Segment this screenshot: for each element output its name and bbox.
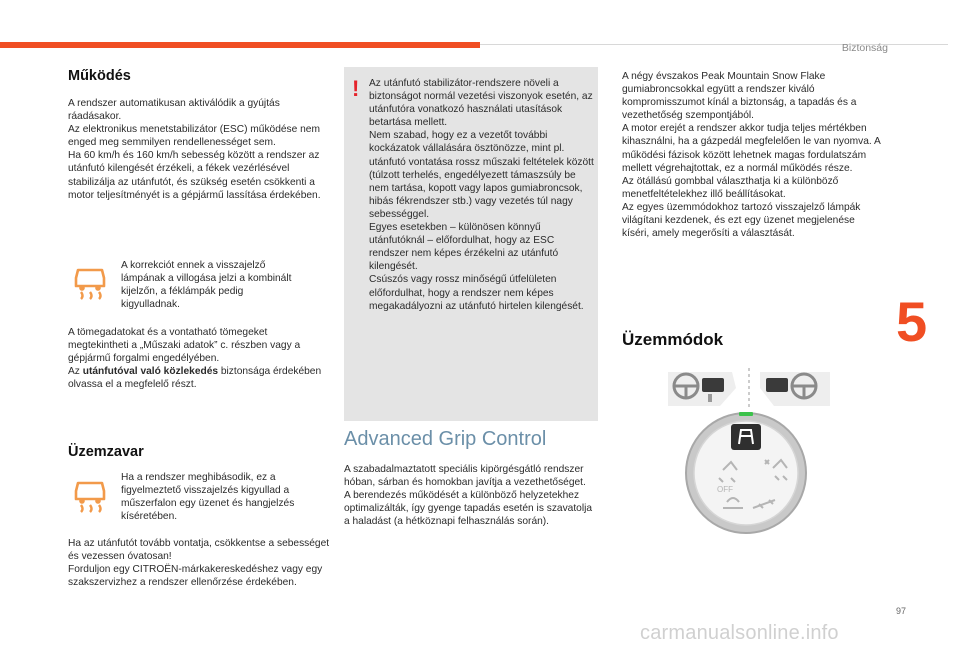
grip-control-dial-icon xyxy=(683,410,809,536)
col1-para1-line: A rendszer automatikusan aktiválódik a gyújtás ráadásakor. xyxy=(68,98,280,123)
col3-line: Az egyes üzemmódokhoz tartozó visszajelző lámpák világítani kezdenek, és ezt egy üzenet megjelenése kíséri, amely megerősíti a választását. xyxy=(622,201,861,240)
icon-text-failure: Ha a rendszer meghibásodik, ez a figyelmeztető visszajelzés kigyullad a műszerfalon egy üzenet és hangjelzés kíséretében. xyxy=(121,472,295,523)
warning-line: Az utánfutó stabilizátor-rendszere növeli a biztonságot normál vezetési viszonyok esetén, az utánfutóra vonatkozó használati utasítások betartása mellett. xyxy=(369,78,593,129)
col3-text xyxy=(622,70,884,240)
chapter-number: 5 xyxy=(896,290,928,353)
heading-advanced-grip-control: Advanced Grip Control xyxy=(344,428,547,450)
col1-para1-line: Ha 60 km/h és 160 km/h sebesség között a rendszer az utánfutó kilengését érzékeli, a fékek vezérlésével stabilizálja az utánfutót, és szükség esetén csökkenti a motor teljesítményét is a gépjármű lassítása érdekében. xyxy=(68,150,321,201)
warning-line: Nem szabad, hogy ez a vezetőt további kockázatok vállalására ösztönözze, mint pl. utánfutó vontatása rossz műszaki feltételek között (túlzott terhelés, engedélyezett támaszsúly be nem tartása, kopott vagy lapos gumiabroncsok, hibás fékrendszer stb.) vagy vezetés túl nagy sebességgel. xyxy=(369,130,594,220)
watermark: carmanualsonline.info xyxy=(640,622,839,644)
heading-uzemmodok: Üzemmódok xyxy=(622,330,724,349)
para2-suffix: biztonsága érdekében olvassa el a megfelelő részt. xyxy=(68,366,322,391)
col1-para1-line: Az elektronikus menetstabilizátor (ESC) működése nem enged meg semmilyen rendellenességet sem. xyxy=(68,124,320,149)
advanced-line: A berendezés működését a különböző helyzetekhez optimalizálták, így gyenge tapadás esetén is szavatolja a haladást (a hétköznapi felhasználás során). xyxy=(344,490,593,528)
advanced-grip-text xyxy=(344,463,596,528)
para2-prefix: Az xyxy=(68,366,83,378)
icon-text-correction: A korrekciót ennek a visszajelző lámpának a villogása jelzi a kombinált kijelzőn, a féklámpák pedig kigyulladnak. xyxy=(121,260,292,311)
page-number: 97 xyxy=(896,606,907,616)
col1-para3-line: Ha az utánfutót tovább vontatja, csökkentse a sebességet és vezessen óvatosan! xyxy=(68,538,330,563)
steering-wheel-icon xyxy=(664,366,834,410)
section-title: Biztonság xyxy=(841,42,888,54)
header-accent-bar xyxy=(0,42,480,48)
para2-bold: utánfutóval való közlekedés xyxy=(82,366,219,378)
col1-para3 xyxy=(68,537,330,589)
dial-off-label: OFF xyxy=(717,485,733,494)
heading-mukodes: Működés xyxy=(68,68,131,84)
col3-line: A négy évszakos Peak Mountain Snow Flake gumiabroncsokkal együtt a rendszer kiváló kompromisszumot kínál a biztonság, a tapadás és a vezethetőség szempontjából. xyxy=(622,71,857,122)
heading-uzemzavar: Üzemzavar xyxy=(68,444,144,460)
warning-line: Egyes esetekben – különösen könnyű utánfutóknál – előfordulhat, hogy az ESC rendszer nem képes érzékelni az utánfutó kilengését. xyxy=(369,222,559,273)
col3-line: Az ötállású gombbal választhatja ki a különböző menetfeltételekhez illő beállításokat. xyxy=(622,175,839,200)
col1-para3-line: Forduljon egy CITROËN-márkakereskedéshez vagy egy szakszervizhez a rendszer ellenőrzése érdekében. xyxy=(68,564,323,589)
esc-trailer-warning-icon xyxy=(73,479,107,513)
esc-trailer-warning-icon xyxy=(73,266,107,300)
advanced-line: A szabadalmaztatott speciális kipörgésgátló rendszer hóban, sárban és homokban javítja a vezethetőséget. xyxy=(344,464,586,489)
col1-para2-line xyxy=(68,365,330,391)
warning-line: Csúszós vagy rossz minőségű útfelületen előfordulhat, hogy a rendszer nem képes megakadályozni az utánfutó hirtelen kilengését. xyxy=(369,274,584,312)
col3-line: A motor erejét a rendszer akkor tudja teljes mértékben kihasználni, ha a gázpedál megfelelően le van nyomva. A működési fázisok között lehetnek magas fordulatszám mellett végrehajtottak, ez a normál működés része. xyxy=(622,123,881,174)
warning-text xyxy=(369,77,594,313)
warning-icon: ! xyxy=(352,76,360,101)
col1-para2-line: A tömegadatokat és a vontatható tömegeket megtekintheti a „Műszaki adatok” c. részben vagy a gépjármű forgalmi engedélyében. xyxy=(68,327,301,365)
col1-para1 xyxy=(68,97,330,202)
col1-para2 xyxy=(68,326,330,391)
